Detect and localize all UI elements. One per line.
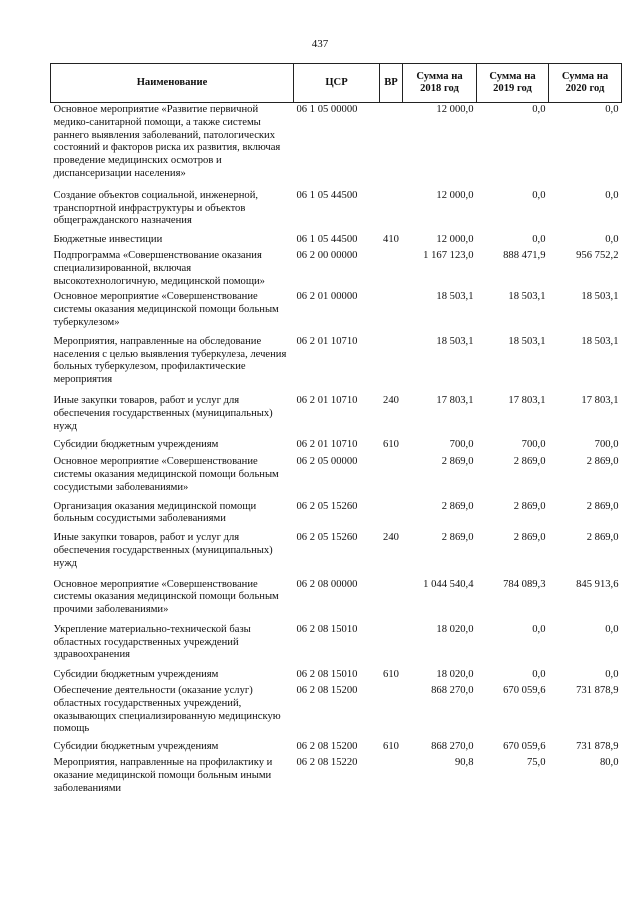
row-vr: 410 — [383, 234, 399, 246]
row-sum-2018: 1 167 123,0 — [423, 249, 474, 261]
row-sum-2019: 0,0 — [532, 234, 546, 246]
row-name: Подпрограмма «Совершенствование оказания специализированной, включая высокотехнологичную, медицинской помощи» — [53, 249, 265, 287]
row-sum-2018: 700,0 — [449, 439, 474, 451]
row-name: Иные закупки товаров, работ и услуг для обеспечения государственных (муниципальных) нужд — [53, 532, 273, 569]
row-sum-2020: 700,0 — [594, 439, 619, 451]
row-csr: 06 2 08 15010 — [296, 623, 358, 635]
table-row — [51, 578, 622, 623]
header-csr: ЦСР — [294, 64, 380, 103]
row-sum-2018: 2 869,0 — [441, 500, 474, 512]
row-sum-2020: 956 752,2 — [576, 249, 619, 261]
row-sum-2020: 17 803,1 — [581, 394, 619, 406]
row-sum-2018: 18 503,1 — [436, 335, 474, 347]
header-sum-2019: Сумма на 2019 год — [477, 64, 549, 103]
row-name: Иные закупки товаров, работ и услуг для обеспечения государственных (муниципальных) нужд — [53, 394, 273, 432]
row-name: Мероприятия, направленные на профилактику и оказание медицинской помощи больным иными заболеваниями — [53, 757, 273, 794]
row-csr: 06 2 08 15200 — [296, 685, 358, 697]
row-csr: 06 2 05 00000 — [296, 456, 358, 468]
row-sum-2018: 2 869,0 — [441, 532, 474, 544]
row-sum-2018: 17 803,1 — [436, 394, 474, 406]
row-sum-2018: 868 270,0 — [431, 685, 474, 697]
table-row — [51, 455, 622, 499]
row-csr: 06 1 05 44500 — [296, 189, 358, 201]
row-sum-2019: 670 059,6 — [503, 685, 546, 697]
table-row — [51, 756, 622, 795]
table-row — [51, 394, 622, 438]
row-vr: 610 — [383, 741, 399, 753]
row-sum-2019: 0,0 — [532, 623, 546, 635]
row-name: Обеспечение деятельности (оказание услуг) областных государственных учреждений, оказывающих специализированную медицинскую помощь — [53, 685, 281, 735]
row-sum-2020: 0,0 — [605, 234, 619, 246]
row-csr: 06 2 01 10710 — [296, 439, 358, 451]
row-vr: 240 — [383, 532, 399, 544]
row-vr: 240 — [383, 394, 399, 406]
row-name: Основное мероприятие «Совершенствование системы оказания медицинской помощи больным туберкулезом» — [53, 291, 279, 328]
row-name: Организация оказания медицинской помощи больным сосудистыми заболеваниями — [53, 500, 257, 525]
row-csr: 06 2 08 00000 — [296, 578, 358, 590]
row-sum-2019: 17 803,1 — [508, 394, 546, 406]
row-sum-2020: 0,0 — [605, 623, 619, 635]
row-sum-2019: 75,0 — [526, 757, 546, 769]
table-row — [51, 668, 622, 684]
row-sum-2019: 2 869,0 — [513, 532, 546, 544]
row-vr — [380, 290, 403, 334]
row-sum-2018: 868 270,0 — [431, 741, 474, 753]
row-name: Создание объектов социальной, инженерной, транспортной инфраструктуры и объектов общегражданского назначения — [53, 189, 259, 227]
row-name: Укрепление материально-технической базы областных государственных учреждений здравоохранения — [53, 623, 251, 661]
row-sum-2018: 18 020,0 — [436, 669, 474, 681]
row-sum-2020: 2 869,0 — [586, 500, 619, 512]
row-sum-2020: 731 878,9 — [576, 685, 619, 697]
table-row — [51, 684, 622, 740]
row-vr — [380, 335, 403, 394]
row-vr — [380, 623, 403, 668]
row-sum-2020: 18 503,1 — [581, 335, 619, 347]
header-name: Наименование — [51, 64, 294, 103]
header-sum-2020: Сумма на 2020 год — [549, 64, 622, 103]
row-vr — [380, 455, 403, 499]
row-csr: 06 2 01 00000 — [296, 291, 358, 303]
row-name: Субсидии бюджетным учреждениям — [53, 669, 219, 681]
row-sum-2018: 12 000,0 — [436, 234, 474, 246]
row-name: Субсидии бюджетным учреждениям — [53, 741, 219, 753]
row-sum-2020: 80,0 — [599, 757, 619, 769]
row-sum-2019: 2 869,0 — [513, 500, 546, 512]
row-name: Основное мероприятие «Развитие первичной медико-санитарной помощи, а также системы раннего выявления заболеваний, патологических состояний и факторов риска их развития, включая проведение медицинских осмотров и диспансеризации населения» — [53, 104, 281, 179]
row-sum-2019: 18 503,1 — [508, 291, 546, 303]
table-row — [51, 438, 622, 455]
page-number: 437 — [311, 38, 329, 50]
table-row — [51, 103, 622, 189]
row-vr: 610 — [383, 669, 399, 681]
row-name: Мероприятия, направленные на обследование населения с целью выявления туберкулеза, лечения больных туберкулезом, профилактические мероприятия — [53, 335, 287, 386]
table-row — [51, 290, 622, 334]
row-sum-2019: 784 089,3 — [503, 578, 546, 590]
row-sum-2018: 12 000,0 — [436, 189, 474, 201]
row-sum-2020: 2 869,0 — [586, 456, 619, 468]
row-name: Субсидии бюджетным учреждениям — [53, 439, 219, 451]
table-row — [51, 189, 622, 233]
row-name: Основное мероприятие «Совершенствование системы оказания медицинской помощи больным прочими заболеваниями» — [53, 578, 279, 616]
row-sum-2020: 18 503,1 — [581, 291, 619, 303]
table-row — [51, 335, 622, 394]
row-sum-2019: 0,0 — [532, 104, 546, 115]
row-vr — [380, 756, 403, 795]
row-sum-2018: 90,8 — [454, 757, 474, 769]
table-body — [51, 103, 622, 796]
table-row — [51, 531, 622, 577]
table-row — [51, 500, 622, 532]
header-sum-2018: Сумма на 2018 год — [403, 64, 477, 103]
row-csr: 06 2 05 15260 — [296, 500, 358, 512]
row-vr — [380, 500, 403, 532]
row-sum-2019: 888 471,9 — [503, 249, 546, 261]
row-sum-2020: 845 913,6 — [576, 578, 619, 590]
row-csr: 06 2 05 15260 — [296, 532, 358, 544]
table-row — [51, 233, 622, 249]
row-sum-2018: 18 503,1 — [436, 291, 474, 303]
row-csr: 06 2 01 10710 — [296, 335, 358, 347]
row-sum-2019: 0,0 — [532, 189, 546, 201]
row-sum-2019: 18 503,1 — [508, 335, 546, 347]
row-sum-2020: 0,0 — [605, 189, 619, 201]
row-sum-2018: 18 020,0 — [436, 623, 474, 635]
header-vr: ВР — [380, 64, 403, 103]
row-csr: 06 2 00 00000 — [296, 249, 358, 261]
row-sum-2018: 12 000,0 — [436, 104, 474, 115]
row-csr: 06 1 05 44500 — [296, 234, 358, 246]
row-csr: 06 2 08 15010 — [296, 669, 358, 681]
table-row — [51, 623, 622, 668]
table-row — [51, 249, 622, 290]
row-sum-2020: 2 869,0 — [586, 532, 619, 544]
row-sum-2020: 731 878,9 — [576, 741, 619, 753]
row-vr — [380, 249, 403, 290]
row-sum-2020: 0,0 — [605, 104, 619, 115]
row-vr — [380, 684, 403, 740]
table-header-row — [51, 64, 622, 103]
row-vr: 610 — [383, 439, 399, 451]
row-name: Основное мероприятие «Совершенствование системы оказания медицинской помощи больным сосудистыми заболеваниями» — [53, 456, 279, 493]
row-sum-2018: 1 044 540,4 — [423, 578, 474, 590]
row-sum-2018: 2 869,0 — [441, 456, 474, 468]
row-sum-2020: 0,0 — [605, 669, 619, 681]
row-name: Бюджетные инвестиции — [53, 234, 163, 246]
row-vr — [380, 578, 403, 623]
row-sum-2019: 700,0 — [521, 439, 546, 451]
row-sum-2019: 670 059,6 — [503, 741, 546, 753]
row-sum-2019: 0,0 — [532, 669, 546, 681]
row-csr: 06 2 08 15220 — [296, 757, 358, 769]
row-vr — [380, 103, 403, 189]
budget-table — [50, 63, 622, 795]
table-row — [51, 740, 622, 756]
row-vr — [380, 189, 403, 233]
row-csr: 06 2 08 15200 — [296, 741, 358, 753]
row-sum-2019: 2 869,0 — [513, 456, 546, 468]
row-csr: 06 1 05 00000 — [296, 104, 358, 115]
row-csr: 06 2 01 10710 — [296, 394, 358, 406]
